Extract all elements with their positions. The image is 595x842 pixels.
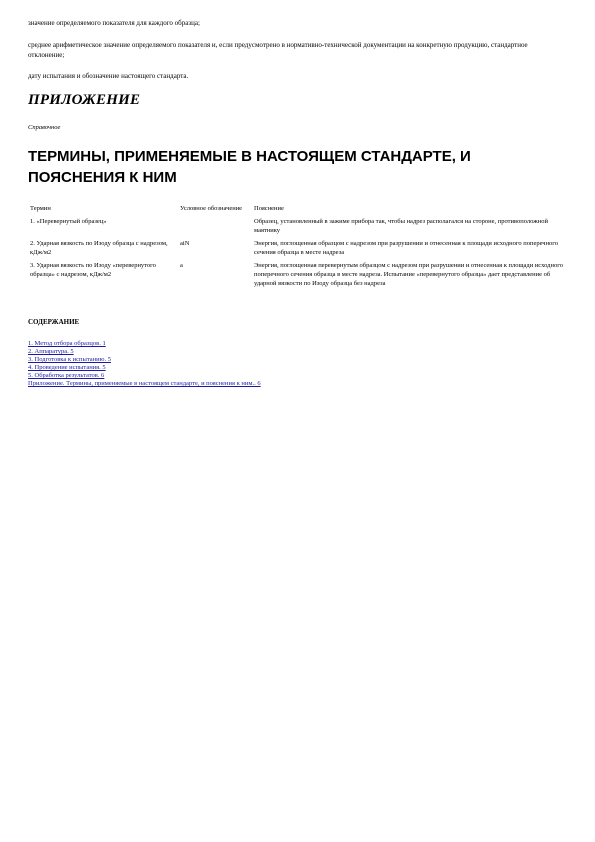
table-row	[28, 237, 568, 259]
table-row	[28, 215, 568, 237]
symbol-cell	[178, 215, 252, 237]
symbol-cell: aiN	[180, 240, 190, 247]
header-explanation: Пояснение	[254, 205, 284, 212]
paragraph-date: дату испытания и обозначение настоящего стандарта.	[28, 72, 189, 80]
header-term: Термин	[30, 205, 51, 212]
toc-link-section-4[interactable]: 4. Проведение испытания. 5	[28, 364, 106, 371]
symbol-cell: a	[180, 262, 183, 269]
appendix-title: ТЕРМИНЫ, ПРИМЕНЯЕМЫЕ В НАСТОЯЩЕМ СТАНДАРТЕ, И ПОЯСНЕНИЯ К НИМ	[28, 148, 471, 186]
toc-link-appendix[interactable]: Приложение. Термины, применяемые в настоящем стандарте, и пояснения к ним.. 6	[28, 380, 261, 387]
toc-link-section-1[interactable]: 1. Метод отбора образцов. 1	[28, 340, 106, 347]
header-symbol: Условное обозначение	[180, 205, 243, 212]
paragraph-mean: среднее арифметическое значение определяемого показателя и, если предусмотрено в нормативно-технической документации на конкретную продукцию, стандартное отклонение;	[28, 41, 528, 59]
term-cell: 2. Ударная вязкость по Изоду образца с надрезом, кДж/м2	[30, 240, 168, 256]
toc-link-section-2[interactable]: 2. Аппаратура. 5	[28, 348, 74, 355]
toc-heading: СОДЕРЖАНИЕ	[28, 318, 80, 326]
paragraph-values: значение определяемого показателя для каждого образца;	[28, 19, 200, 27]
explanation-cell: Образец, установленный в зажиме прибора так, чтобы надрез располагался на стороне, противоположной маятнику	[254, 218, 548, 234]
table-header-row	[28, 202, 568, 215]
explanation-cell: Энергия, поглощенная перевернутым образцом с надрезом при разрушении и отнесенная к площади исходного поперечного сечения образца в месте надреза. Испытание «перевернутого образца» дает представление об ударной вязкости по Изоду образца без надреза	[254, 262, 563, 287]
terms-table	[28, 202, 568, 290]
appendix-reference-label: Справочное	[28, 124, 61, 131]
table-row	[28, 259, 568, 290]
term-cell: 1. «Перевернутый образец»	[30, 218, 107, 225]
appendix-heading: ПРИЛОЖЕНИЕ	[28, 92, 141, 108]
toc-link-section-5[interactable]: 5. Обработка результатов. 6	[28, 372, 105, 379]
explanation-cell: Энергия, поглощенная образцом с надрезом при разрушении и отнесенная к площади исходного поперечного сечения образца в месте надреза	[254, 240, 559, 256]
term-cell: 3. Ударная вязкость по Изоду «перевернутого образца» с надрезом, кДж/м2	[30, 262, 156, 278]
toc-link-section-3[interactable]: 3. Подготовка к испытанию. 5	[28, 356, 111, 363]
table-of-contents	[28, 340, 261, 388]
